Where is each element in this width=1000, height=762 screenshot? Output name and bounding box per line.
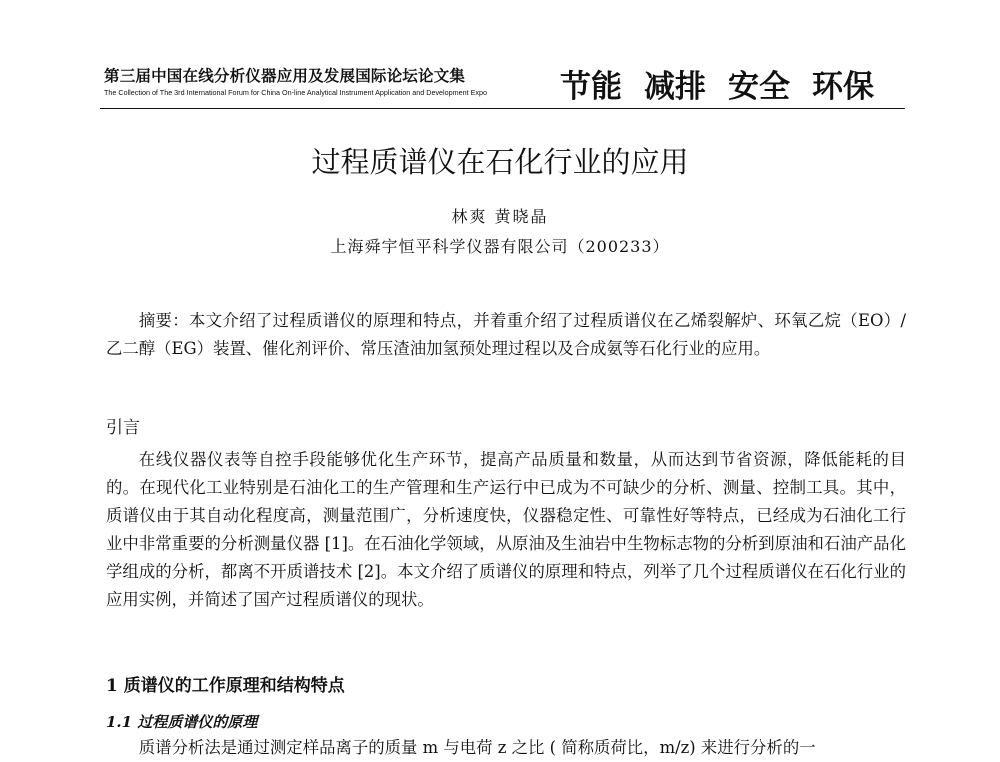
- slogan-word: 环保: [812, 69, 874, 105]
- section-1-1-heading: 1.1 过程质谱仪的原理: [106, 713, 258, 731]
- abstract: 摘要：本文介绍了过程质谱仪的原理和特点，并着重介绍了过程质谱仪在乙烯裂解炉、环氧乙烷（EO）/ 乙二醇（EG）装置、催化剂评价、常压渣油加氢预处理过程以及合成氨等石化行业的应用。: [106, 311, 906, 358]
- intro-heading: 引言: [106, 418, 140, 438]
- running-header: [104, 66, 487, 98]
- intro-paragraph: 在线仪器仪表等自控手段能够优化生产环节，提高产品质量和数量，从而达到节省资源，降低能耗的目的。在现代化工业特别是石油化工的生产管理和生产运行中已成为不可缺少的分析、测量、控制工具。其中，质谱仪由于其自动化程度高，测量范围广，分析速度快，仪器稳定性、可靠性好等特点，已经成为石油化工行业中非常重要的分析测量仪器 [1]。在石油化学领域，从原油及生油岩中生物标志物的分析到原油和石油产品化学组成的分析，都离不开质谱技术 [2]。本文介绍了质谱仪的原理和特点，列举了几个过程质谱仪在石化行业的应用实例，并简述了国产过程质谱仪的现状。: [106, 450, 906, 609]
- paper-affiliation: 上海舜宇恒平科学仪器有限公司（200233）: [330, 237, 670, 256]
- conference-title-cn: 第三届中国在线分析仪器应用及发展国际论坛论文集: [104, 67, 466, 85]
- paper-authors: 林爽 黄晓晶: [451, 207, 549, 226]
- conference-title-en: The Collection of The 3rd International Forum for China On-line Analytical Instrument Application and Development Expo: [104, 88, 488, 97]
- paper-title: 过程质谱仪在石化行业的应用: [311, 145, 689, 179]
- slogan-word: 减排: [644, 69, 706, 105]
- slogan-word: 安全: [728, 69, 790, 105]
- slogan-word: 节能: [560, 69, 622, 105]
- section-1-1-paragraph: 质谱分析法是通过测定样品离子的质量 m 与电荷 z 之比 ( 简称质荷比，m/z) 来进行分析的一: [138, 738, 816, 757]
- section-1-heading: 1 质谱仪的工作原理和结构特点: [106, 676, 345, 696]
- header-divider: [100, 108, 905, 109]
- header-slogan: [560, 67, 874, 107]
